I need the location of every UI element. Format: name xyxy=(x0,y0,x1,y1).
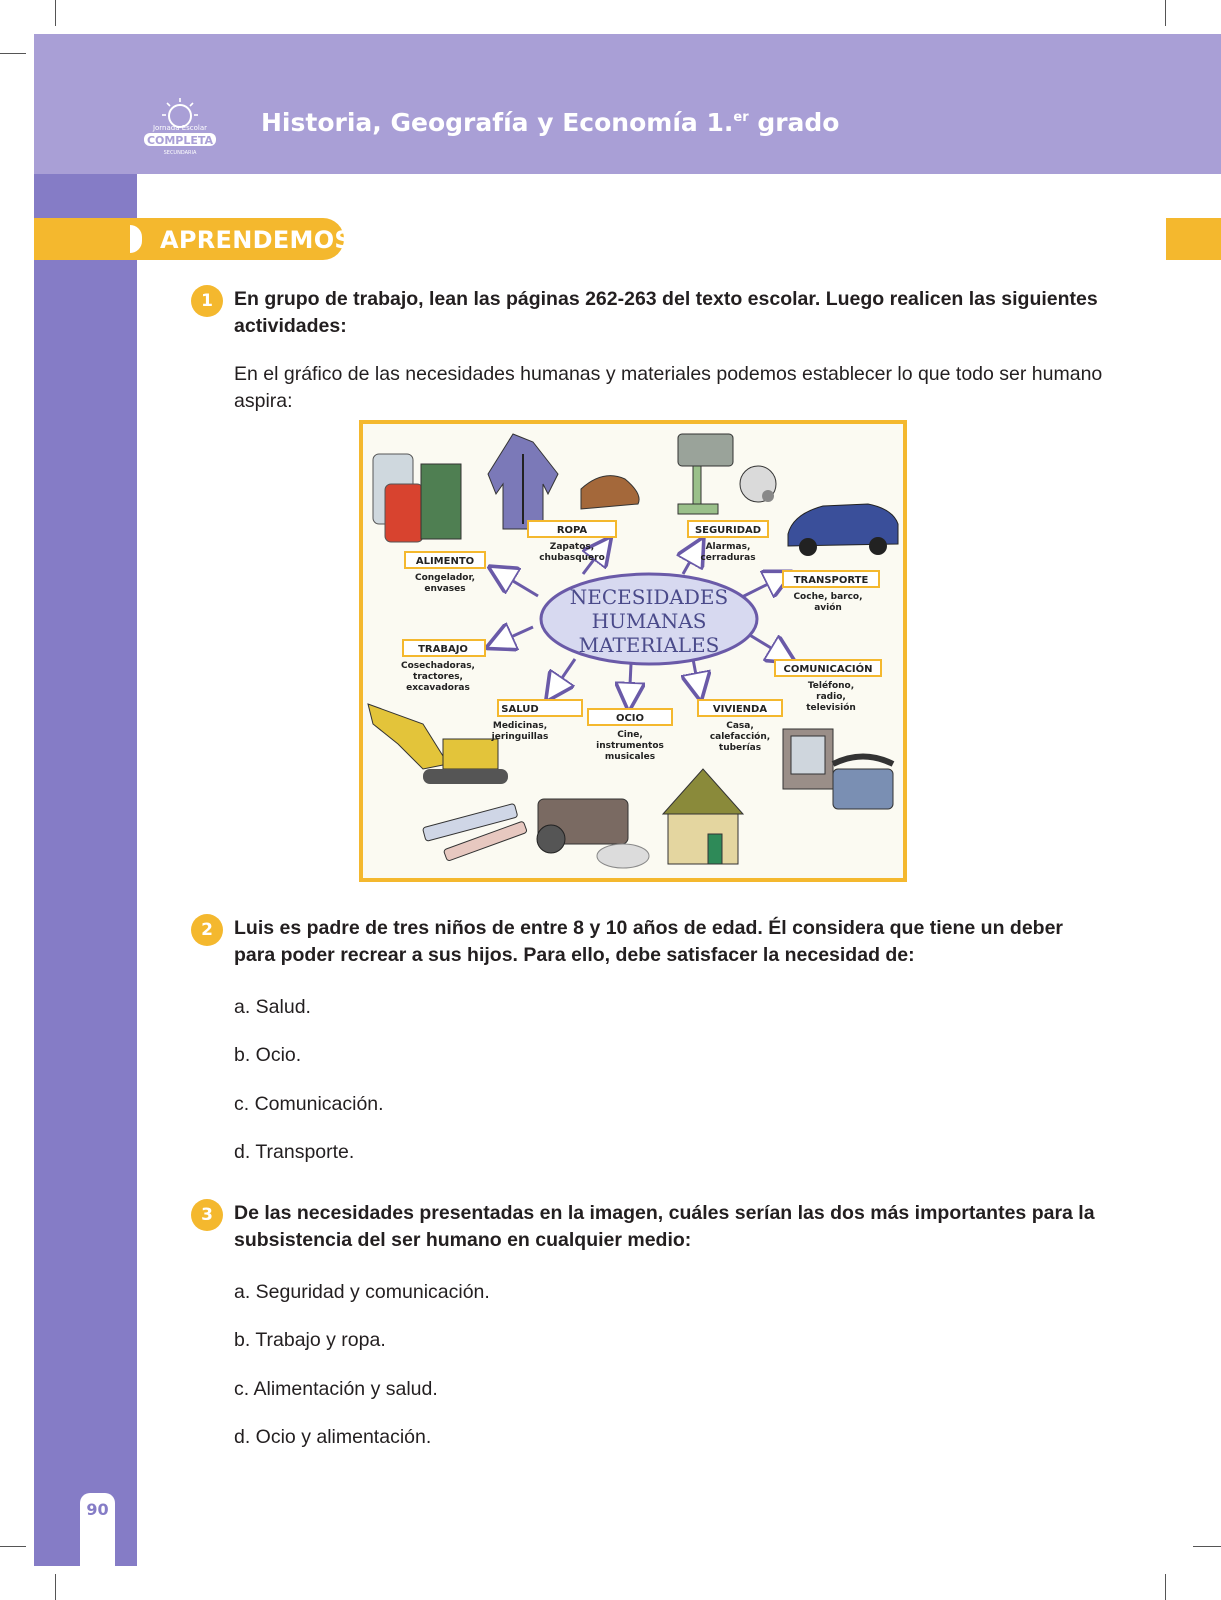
node-seguridad-desc-1: Alarmas, xyxy=(705,542,751,552)
crop-mark xyxy=(1165,1574,1166,1600)
node-seguridad-label: SEGURIDAD xyxy=(694,525,762,536)
node-alimento-desc-2: envases xyxy=(424,584,466,594)
needs-diagram-svg xyxy=(363,424,903,878)
question-number-3: 3 xyxy=(191,1199,223,1231)
node-alimento-desc-1: Congelador, xyxy=(414,573,476,583)
raincoat-icon xyxy=(488,434,558,529)
house-icon xyxy=(663,769,743,864)
node-comunicacion-desc-1: Teléfono, xyxy=(807,681,855,691)
question-number-2: 2 xyxy=(191,914,223,946)
node-vivienda-desc-3: tuberías xyxy=(718,743,762,753)
question-1-body: En el gráfico de las necesidades humanas y materiales podemos establecer lo que todo ser humano aspira: xyxy=(234,363,1103,412)
left-sidebar xyxy=(34,174,137,1566)
node-ocio-desc-3: musicales xyxy=(604,752,656,762)
camera-icon xyxy=(537,799,649,868)
excavator-icon xyxy=(368,704,508,784)
node-seguridad-desc-2: cerraduras xyxy=(700,553,756,563)
node-vivienda-label: VIVIENDA xyxy=(712,704,768,715)
question-2-text: Luis es padre de tres niños de entre 8 y 10 años de edad. Él considera que tiene un deber para poder recrear a sus hijos. Para ello, debe satisfacer la necesidad de: xyxy=(234,917,1064,966)
question-1-text: En grupo de trabajo, lean las páginas 262-263 del texto escolar. Luego realicen las siguientes actividades: xyxy=(234,288,1098,337)
can-icon xyxy=(373,454,461,542)
node-vivienda-desc-2: calefacción, xyxy=(709,732,771,742)
node-salud-desc-2: jeringuillas xyxy=(491,732,549,742)
logo-line3: SECUNDARIA xyxy=(163,150,197,156)
node-comunicacion-desc-2: radio, xyxy=(816,692,846,702)
crop-mark xyxy=(1193,1546,1221,1547)
node-ocio-desc-1: Cine, xyxy=(617,730,643,740)
title-suffix: grado xyxy=(748,108,840,137)
node-transporte-label: TRANSPORTE xyxy=(793,575,869,586)
node-alimento-label: ALIMENTO xyxy=(415,556,475,567)
node-transporte-desc-2: avión xyxy=(814,603,842,613)
question-2-option-d[interactable]: d. Transporte. xyxy=(234,1141,355,1163)
question-3-option-b[interactable]: b. Trabajo y ropa. xyxy=(234,1329,386,1351)
question-3-option-d[interactable]: d. Ocio y alimentación. xyxy=(234,1426,432,1448)
car-icon xyxy=(788,504,898,556)
section-title: APRENDEMOS xyxy=(160,226,353,254)
page-title xyxy=(261,108,839,137)
node-salud-desc-1: Medicinas, xyxy=(492,721,548,731)
question-2-option-c[interactable]: c. Comunicación. xyxy=(234,1093,384,1115)
node-ocio-desc-2: instrumentos xyxy=(596,741,664,751)
shoe-icon xyxy=(581,476,639,509)
node-trabajo-label: TRABAJO xyxy=(418,644,468,655)
node-trabajo-desc-3: excavadoras xyxy=(406,683,470,693)
node-ropa-desc-2: chubasquero xyxy=(539,553,605,563)
jornada-escolar-logo xyxy=(140,96,220,156)
title-main: Historia, Geografía y Economía 1. xyxy=(261,108,734,137)
security-camera-icon xyxy=(678,434,776,514)
crop-mark xyxy=(0,53,26,54)
node-vivienda-desc-1: Casa, xyxy=(726,721,754,731)
question-number-1: 1 xyxy=(191,285,223,317)
logo-line2: COMPLETA xyxy=(146,134,214,147)
node-ocio-label: OCIO xyxy=(615,713,645,724)
node-trabajo-desc-1: Cosechadoras, xyxy=(401,661,475,671)
question-2-option-a[interactable]: a. Salud. xyxy=(234,996,311,1018)
center-line-1: NECESIDADES xyxy=(569,585,729,609)
node-comunicacion-desc-3: televisión xyxy=(806,703,856,713)
logo-line1: Jornada Escolar xyxy=(152,124,208,132)
question-3-option-c[interactable]: c. Alimentación y salud. xyxy=(234,1378,438,1400)
node-trabajo-desc-2: tractores, xyxy=(413,672,463,682)
right-edge-tab xyxy=(1166,218,1221,260)
crop-mark xyxy=(55,1574,56,1600)
question-3-option-a[interactable]: a. Seguridad y comunicación. xyxy=(234,1281,490,1303)
telephone-icon xyxy=(833,757,893,810)
syringe-icon xyxy=(422,803,527,861)
crop-mark xyxy=(55,0,56,26)
tv-icon xyxy=(783,729,833,789)
title-sup: er xyxy=(733,110,749,125)
node-ropa-label: ROPA xyxy=(556,525,588,536)
needs-diagram xyxy=(359,420,907,882)
crop-mark xyxy=(1165,0,1166,26)
node-transporte-desc-1: Coche, barco, xyxy=(793,592,863,602)
node-comunicacion-label: COMUNICACIÓN xyxy=(783,664,873,675)
node-salud-label: SALUD xyxy=(501,704,539,715)
crop-mark xyxy=(0,1546,26,1547)
node-ropa-desc-1: Zapatos, xyxy=(549,542,595,552)
question-2-option-b[interactable]: b. Ocio. xyxy=(234,1044,302,1066)
center-line-2: HUMANAS xyxy=(591,609,707,633)
question-3-text: De las necesidades presentadas en la imagen, cuáles serían las dos más importantes para la subsistencia del ser humano en cualquier medio: xyxy=(234,1202,1095,1251)
center-line-3: MATERIALES xyxy=(578,633,720,657)
page-number: 90 xyxy=(86,1500,109,1519)
